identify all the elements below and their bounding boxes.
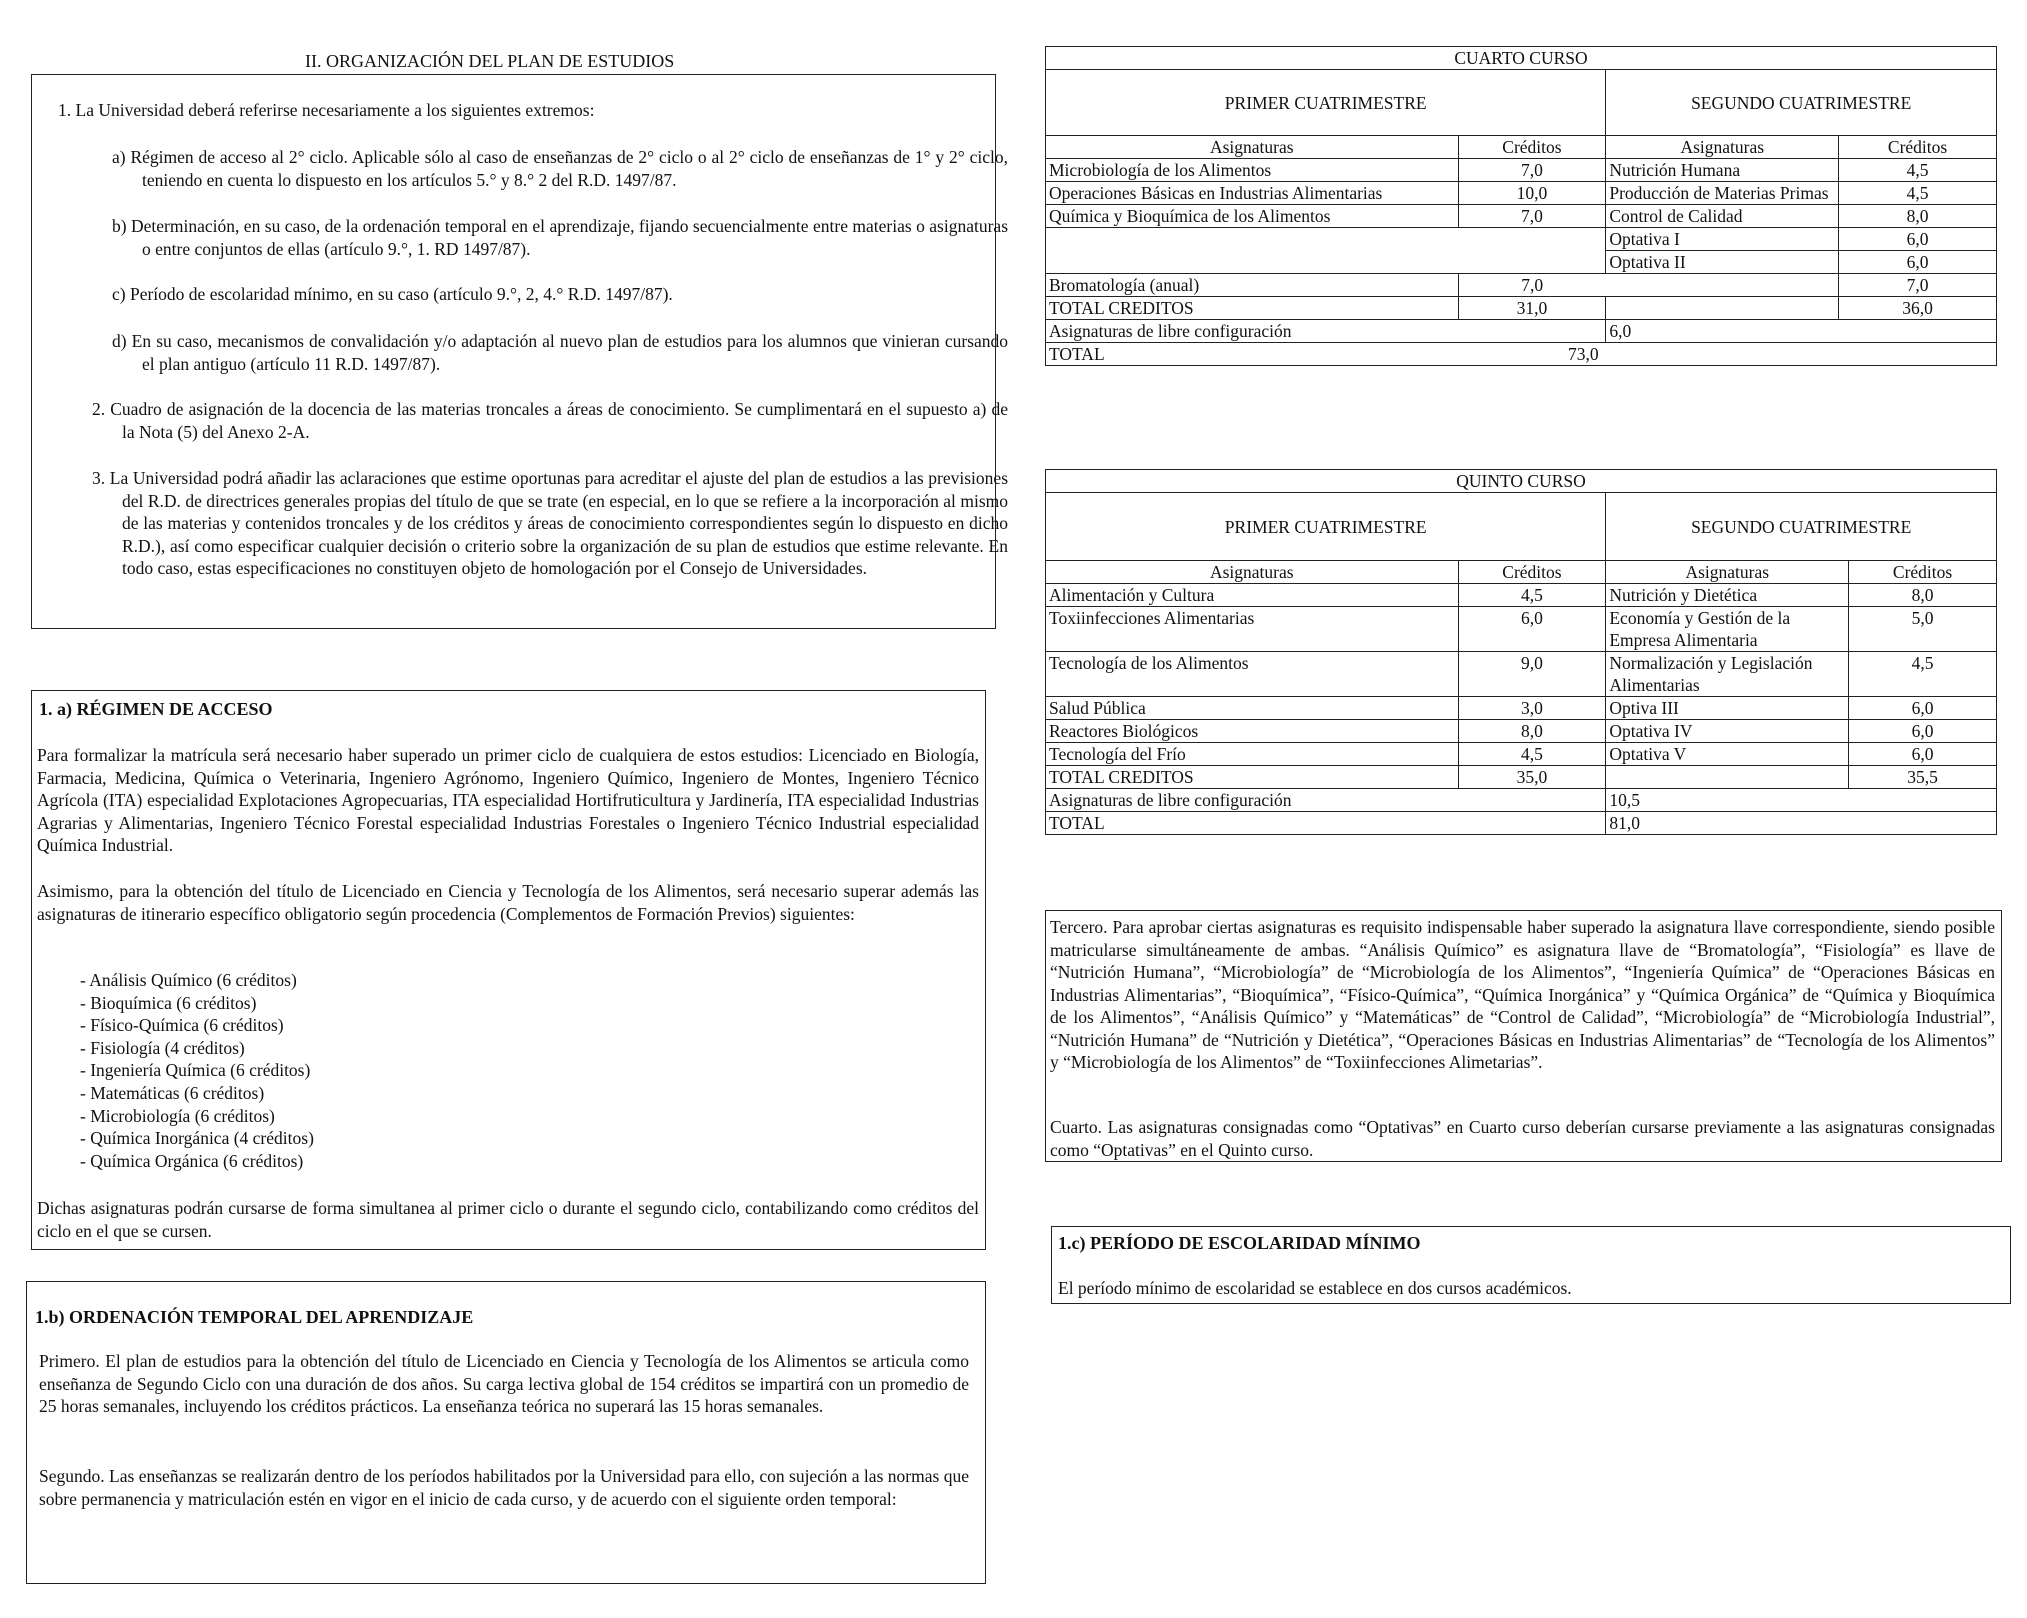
organizacion-item-c (112, 283, 978, 306)
regimen-paragraph-3: Dichas asignaturas podrán cursarse de forma simultanea al primer ciclo o durante el segundo ciclo, contabilizando como créditos del ciclo en el que se cursen. (37, 1198, 979, 1241)
item-text: La Universidad podrá añadir las aclaraciones que estime oportunas para acreditar el ajuste del plan de estudios a las previsiones del R.D. de directrices generales propias del título de que se trate (en especial, en lo que se refiere a la incorporación al mismo de las materias y contenidos troncales y de los créditos y áreas de conocimiento correspondientes según lo dispuesto en dicho R.D.), así como especificar cualquier decisión o criterio sobre la organización de su plan de estudios que estime relevante. En todo caso, estas especificaciones no constituyen objeto de homologación por el Consejo de Universidades. (109, 468, 1009, 578)
cell: Optativa I (1606, 228, 1839, 251)
cell: Tecnología del Frío (1046, 743, 1459, 766)
cell: 35,0 (1458, 766, 1606, 789)
organizacion-title: II. ORGANIZACIÓN DEL PLAN DE ESTUDIOS (305, 51, 675, 71)
ordenacion-paragraph-1: Primero. El plan de estudios para la obtención del título de Licenciado en Ciencia y Tecnología de los Alimentos se articula como enseñanza de Segundo Ciclo con una duración de dos años. Su carga lectiva global de 154 créditos se impartirá con un promedio de 25 horas semanales, incluyendo los créditos prácticos. La enseñanza teórica no superará las 15 horas semanales. (39, 1351, 969, 1416)
column-header: Asignaturas (1606, 561, 1849, 584)
table-row (1046, 182, 1997, 205)
item-text: La Universidad deberá referirse necesariamente a los siguientes extremos: (75, 100, 595, 120)
ordenacion-box (26, 1281, 986, 1584)
cell: 4,5 (1839, 182, 1997, 205)
table-row (1046, 743, 1997, 766)
cell: Microbiología de los Alimentos (1046, 159, 1459, 182)
table-row (1046, 652, 1997, 697)
table-row (1046, 812, 1997, 835)
table-row (1046, 343, 1997, 366)
semester-header-2: SEGUNDO CUATRIMESTRE (1606, 70, 1997, 136)
table-row (1046, 205, 1997, 228)
column-header: Asignaturas (1606, 136, 1839, 159)
cell: 7,0 (1458, 205, 1606, 228)
regimen-title: 1. a) RÉGIMEN DE ACCESO (39, 699, 273, 719)
cell: 8,0 (1839, 205, 1997, 228)
cell: 8,0 (1458, 720, 1606, 743)
cell: 31,0 (1458, 297, 1606, 320)
table-title: CUARTO CURSO (1046, 47, 1997, 70)
cell: 7,0 (1839, 274, 1997, 297)
cell: Optiva III (1606, 697, 1849, 720)
table-row (1046, 274, 1997, 297)
cell: 6,0 (1458, 607, 1606, 652)
list-item: - Química Orgánica (6 créditos) (80, 1150, 304, 1171)
cell: Asignaturas de libre configuración (1046, 320, 1606, 343)
cell: 7,0 (1458, 274, 1606, 297)
cell: 6,0 (1606, 320, 1997, 343)
cell: Operaciones Básicas en Industrias Alimentarias (1046, 182, 1459, 205)
item-letter: b) (112, 216, 127, 236)
cell: Optativa IV (1606, 720, 1849, 743)
cell: Producción de Materias Primas (1606, 182, 1839, 205)
table-row (1046, 697, 1997, 720)
list-item: - Físico-Química (6 créditos) (80, 1015, 284, 1036)
cell: Tecnología de los Alimentos (1046, 652, 1459, 697)
cell (1606, 274, 1839, 297)
cell: 6,0 (1839, 251, 1997, 274)
tercero-paragraph: Tercero. Para aprobar ciertas asignaturas es requisito indispensable haber superado la asignatura llave correspondiente, siendo posible matricularse simultáneamente de ambas. “Análisis Químico” es asignatura llave de “Bromatología”, “Fisiología” es llave de “Nutrición Humana”, “Microbiología” de “Microbiología de los Alimentos”, “Ingeniería Química” de “Operaciones Básicas en Industrias Alimentarias”, “Bioquímica”, “Físico-Química”, “Química Inorgánica” y “Química Orgánica” de “Química y Bioquímica de los Alimentos”, “Análisis Químico” y “Matemáticas” de “Control de Calidad”, “Microbiología” de “Microbiología Industrial”, “Nutrición Humana” de “Nutrición y Dietética”, “Operaciones Básicas en Industrias Alimentarias” de “Tecnología de los Alimentos” y “Microbiología de los Alimentos” de “Toxiinfecciones Alimetarias”. (1050, 917, 1995, 1072)
cuarto-paragraph: Cuarto. Las asignaturas consignadas como “Optativas” en Cuarto curso deberían cursarse previamente a las asignaturas consignadas como “Optativas” en el Quinto curso. (1050, 1117, 1995, 1160)
cell: Economía y Gestión de la Empresa Alimentaria (1606, 607, 1849, 652)
cell: Reactores Biológicos (1046, 720, 1459, 743)
cell: 6,0 (1839, 228, 1997, 251)
cell: 6,0 (1849, 697, 1997, 720)
cell: 5,0 (1849, 607, 1997, 652)
ordenacion-paragraph-2: Segundo. Las enseñanzas se realizarán dentro de los períodos habilitados por la Universidad para ello, con sujeción a las normas que sobre permanencia y matriculación estén en vigor en el inicio de cada curso, y de acuerdo con el siguiente orden temporal: (39, 1466, 969, 1509)
ordenacion-title: 1.b) ORDENACIÓN TEMPORAL DEL APRENDIZAJE (35, 1307, 474, 1327)
cell: Optativa V (1606, 743, 1849, 766)
organizacion-item-a (112, 146, 1008, 191)
organizacion-item-2 (92, 398, 1008, 443)
item-text: Cuadro de asignación de la docencia de las materias troncales a áreas de conocimiento. Se cumplimentará en el supuesto a) de la Nota (5) del Anexo 2-A. (110, 399, 1008, 442)
cell: Nutrición y Dietética (1606, 584, 1849, 607)
item-letter: a) (112, 147, 126, 167)
table-row (1046, 720, 1997, 743)
cell: 81,0 (1606, 812, 1997, 835)
cell: Química y Bioquímica de los Alimentos (1046, 205, 1459, 228)
cell: TOTAL CREDITOS (1046, 766, 1459, 789)
organizacion-item-b (112, 215, 1008, 260)
column-header: Créditos (1849, 561, 1997, 584)
tercero-box (1045, 910, 2002, 1162)
item-number: 2. (92, 399, 106, 419)
cell (1046, 228, 1606, 274)
regimen-list (80, 969, 314, 1172)
regimen-paragraph-1: Para formalizar la matrícula será necesario haber superado un primer ciclo de cualquiera de estos estudios: Licenciado en Biología, Farmacia, Medicina, Química o Veterinaria, Ingeniero Agrónomo, Ingeniero Químico, Ingeniero de Montes, Ingeniero Técnico Agrícola (ITA) especialidad Explotaciones Agropecuarias, ITA especialidad Hortifruticultura y Jardinería, ITA especialidad Industrias Agrarias y Alimentarias, Ingeniero Técnico Forestal especialidad Industrias Forestales o Ingeniero Técnico Industrial especialidad Química Industrial. (37, 745, 979, 855)
cell: Toxiinfecciones Alimentarias (1046, 607, 1459, 652)
cell (1606, 297, 1839, 320)
column-header: Créditos (1839, 136, 1997, 159)
table-row (1046, 297, 1997, 320)
cell: Normalización y Legislación Alimentarias (1606, 652, 1849, 697)
organizacion-box (31, 74, 1009, 629)
item-text: Determinación, en su caso, de la ordenación temporal en el aprendizaje, fijando secuencialmente entre materias o asignaturas o entre conjuntos de ellas (artículo 9.°, 1. RD 1497/87). (131, 216, 1009, 259)
table-row (1046, 320, 1997, 343)
cell: 8,0 (1849, 584, 1997, 607)
cell: 6,0 (1849, 743, 1997, 766)
periodo-title: 1.c) PERÍODO DE ESCOLARIDAD MÍNIMO (1058, 1233, 1421, 1253)
column-header: Créditos (1458, 136, 1606, 159)
cell (1606, 766, 1849, 789)
list-item: - Fisiología (4 créditos) (80, 1037, 245, 1058)
cell: 10,5 (1606, 789, 1997, 812)
cell: 4,5 (1839, 159, 1997, 182)
semester-header-1: PRIMER CUATRIMESTRE (1046, 493, 1606, 561)
cell: Optativa II (1606, 251, 1839, 274)
cell: 3,0 (1458, 697, 1606, 720)
cell: Salud Pública (1046, 697, 1459, 720)
semester-header-1: PRIMER CUATRIMESTRE (1046, 70, 1606, 136)
cell: 4,5 (1458, 743, 1606, 766)
table-row (1046, 789, 1997, 812)
column-header: Asignaturas (1046, 561, 1459, 584)
semester-header-2: SEGUNDO CUATRIMESTRE (1606, 493, 1997, 561)
cell: 4,5 (1458, 584, 1606, 607)
item-letter: d) (112, 331, 127, 351)
table-row (1046, 766, 1997, 789)
item-text: Período de escolaridad mínimo, en su caso (artículo 9.°, 2, 4.° R.D. 1497/87). (129, 284, 673, 304)
cuarto-curso-table (1045, 46, 1997, 366)
item-number: 1. (58, 100, 72, 120)
list-item: - Ingeniería Química (6 créditos) (80, 1060, 311, 1081)
cell: 9,0 (1458, 652, 1606, 697)
list-item: - Microbiología (6 créditos) (80, 1105, 275, 1126)
periodo-box (1051, 1226, 2011, 1304)
list-item: - Química Inorgánica (4 créditos) (80, 1128, 314, 1149)
cell: TOTAL (1046, 343, 1459, 366)
quinto-curso-table (1045, 469, 1997, 835)
cell: 4,5 (1849, 652, 1997, 697)
cell: Asignaturas de libre configuración (1046, 789, 1606, 812)
item-number: 3. (92, 468, 106, 488)
cell: Nutrición Humana (1606, 159, 1839, 182)
list-item: - Análisis Químico (6 créditos) (80, 970, 297, 990)
cell: TOTAL (1046, 812, 1606, 835)
regimen-paragraph-2: Asimismo, para la obtención del título de Licenciado en Ciencia y Tecnología de los Alimentos, será necesario superar además las asignaturas de itinerario específico obligatorio según procedencia (Complementos de Formación Previos) siguientes: (37, 881, 979, 924)
cell: 36,0 (1839, 297, 1997, 320)
table-row (1046, 228, 1997, 251)
cell: 35,5 (1849, 766, 1997, 789)
organizacion-item-d (112, 330, 1008, 375)
cell: Control de Calidad (1606, 205, 1839, 228)
column-header: Asignaturas (1046, 136, 1459, 159)
cell: 7,0 (1458, 159, 1606, 182)
cell: 10,0 (1458, 182, 1606, 205)
item-text: En su caso, mecanismos de convalidación y/o adaptación al nuevo plan de estudios para los alumnos que vinieran cursando el plan antiguo (artículo 11 R.D. 1497/87). (131, 331, 1009, 374)
item-letter: c) (112, 284, 126, 304)
cell: TOTAL CREDITOS (1046, 297, 1459, 320)
organizacion-item-3 (92, 467, 1008, 580)
list-item: - Matemáticas (6 créditos) (80, 1082, 265, 1103)
organizacion-item-1 (58, 99, 978, 122)
table-row (1046, 584, 1997, 607)
column-header: Créditos (1458, 561, 1606, 584)
cell: Alimentación y Cultura (1046, 584, 1459, 607)
cell: 73,0 (1458, 343, 1997, 366)
table-title: QUINTO CURSO (1046, 470, 1997, 493)
item-text: Régimen de acceso al 2° ciclo. Aplicable sólo al caso de enseñanzas de 2° ciclo o al 2° ciclo de enseñanzas de 1° y 2° ciclo, teniendo en cuenta lo dispuesto en los artículos 5.° y 8.° 2 del R.D. 1497/87. (130, 147, 1008, 190)
table-row (1046, 607, 1997, 652)
periodo-text: El período mínimo de escolaridad se establece en dos cursos académicos. (1058, 1278, 1572, 1298)
list-item: - Bioquímica (6 créditos) (80, 992, 257, 1013)
cell: 6,0 (1849, 720, 1997, 743)
regimen-box (31, 690, 986, 1250)
cell: Bromatología (anual) (1046, 274, 1459, 297)
table-row (1046, 159, 1997, 182)
